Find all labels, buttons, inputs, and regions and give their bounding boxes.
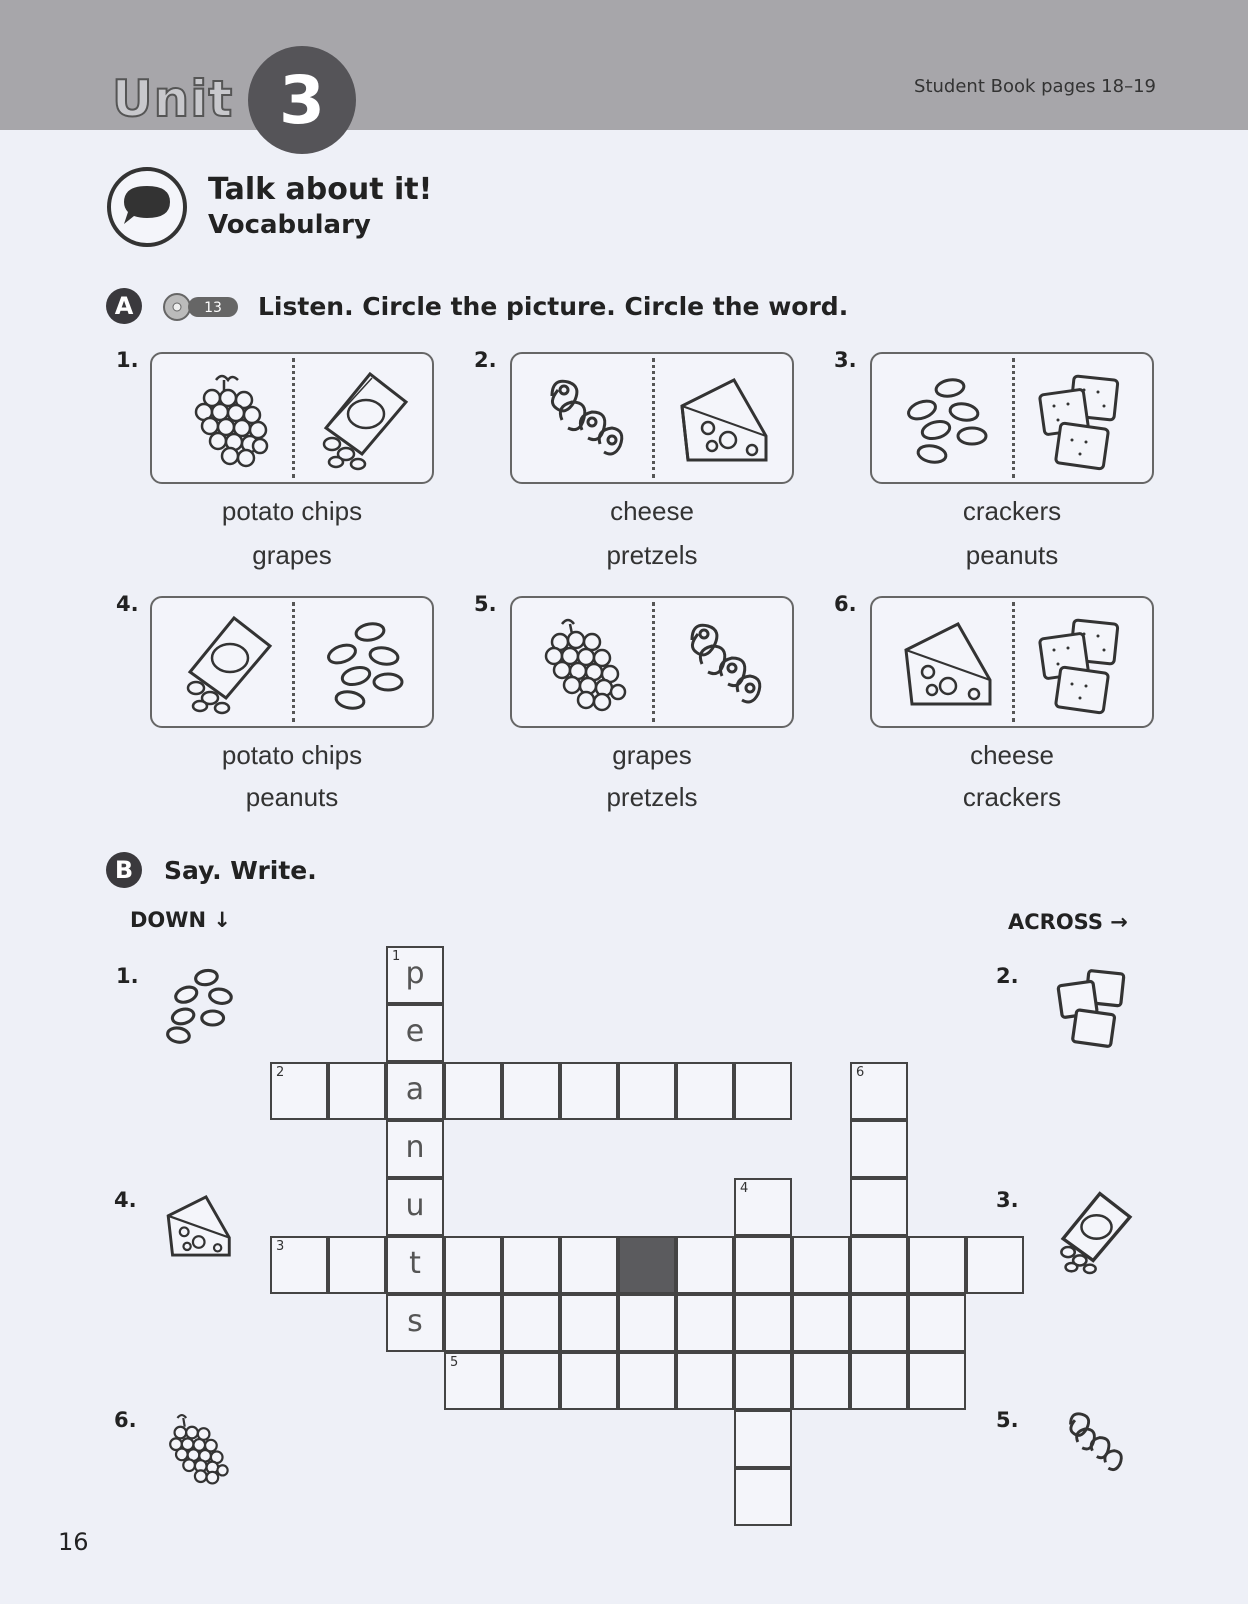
word-choice[interactable]: grapes <box>252 540 332 570</box>
crossword-cell[interactable] <box>850 1352 908 1410</box>
clue-number: 6. <box>114 1408 137 1432</box>
clue-number: 5. <box>996 1408 1019 1432</box>
crossword-cell[interactable] <box>908 1294 966 1352</box>
student-book-reference: Student Book pages 18–19 <box>914 76 1156 97</box>
crossword-cell[interactable] <box>850 1236 908 1294</box>
word-choice[interactable]: crackers <box>962 496 1062 526</box>
cheese-icon[interactable] <box>892 610 1002 718</box>
picture-box-6 <box>870 596 1154 728</box>
cheese-icon <box>158 1184 238 1268</box>
picture-box-1 <box>150 352 434 484</box>
crossword-cell[interactable] <box>444 1294 502 1352</box>
blocked-cell <box>618 1236 676 1294</box>
dotted-divider <box>1012 358 1015 478</box>
clue-index: 1 <box>392 949 401 964</box>
grapes-icon[interactable] <box>172 366 282 474</box>
crossword-cell[interactable] <box>676 1294 734 1352</box>
crossword-cell[interactable] <box>386 946 444 1004</box>
crossword-cell[interactable] <box>734 1294 792 1352</box>
down-label: DOWN ↓ <box>130 908 231 932</box>
audio-cd-icon[interactable] <box>162 292 242 322</box>
crackers-icon[interactable] <box>1028 610 1138 718</box>
crossword-cell[interactable] <box>792 1294 850 1352</box>
crossword-cell[interactable] <box>444 1352 502 1410</box>
clue-index: 5 <box>450 1355 459 1370</box>
crossword-cell[interactable] <box>328 1236 386 1294</box>
crossword-cell[interactable] <box>850 1178 908 1236</box>
pretzels-icon[interactable] <box>532 366 642 474</box>
crossword-cell[interactable] <box>792 1352 850 1410</box>
clue-number: 3. <box>996 1188 1019 1212</box>
crossword-cell[interactable] <box>908 1352 966 1410</box>
word-choice[interactable]: cheese <box>610 496 694 526</box>
word-choice[interactable]: grapes <box>612 740 692 770</box>
crossword-cell[interactable] <box>502 1062 560 1120</box>
clue-index: 4 <box>740 1181 749 1196</box>
filled-letter: p <box>405 956 425 991</box>
crossword-cell[interactable] <box>560 1236 618 1294</box>
across-label: ACROSS → <box>1008 910 1128 934</box>
filled-letter: a <box>405 1072 425 1107</box>
crossword-cell[interactable] <box>560 1294 618 1352</box>
cheese-icon[interactable] <box>668 366 778 474</box>
crossword-cell[interactable] <box>850 1062 908 1120</box>
crossword-cell[interactable] <box>850 1120 908 1178</box>
section-a-badge: A <box>106 288 142 324</box>
clue-number: 2. <box>996 964 1019 988</box>
pretzels-icon[interactable] <box>668 610 778 718</box>
dotted-divider <box>292 602 295 722</box>
crossword-cell[interactable] <box>734 1352 792 1410</box>
unit-label: Unit <box>112 70 234 128</box>
crossword-cell[interactable] <box>386 1178 444 1236</box>
word-choice[interactable]: pretzels <box>606 782 698 812</box>
dotted-divider <box>652 602 655 722</box>
crossword-cell[interactable] <box>386 1004 444 1062</box>
item-number: 2. <box>474 348 497 372</box>
word-choice[interactable]: pretzels <box>606 540 698 570</box>
word-choice[interactable]: potato chips <box>221 496 363 526</box>
item-number: 5. <box>474 592 497 616</box>
crossword-cell[interactable] <box>444 1062 502 1120</box>
crossword-cell[interactable] <box>328 1062 386 1120</box>
crossword-cell[interactable] <box>502 1294 560 1352</box>
picture-box-3 <box>870 352 1154 484</box>
item-number: 3. <box>834 348 857 372</box>
dotted-divider <box>1012 602 1015 722</box>
crossword-cell[interactable] <box>792 1236 850 1294</box>
clue-index: 2 <box>276 1065 285 1080</box>
unit-number-badge: 3 <box>248 46 356 154</box>
crossword-cell[interactable] <box>676 1062 734 1120</box>
crossword-cell[interactable] <box>270 1062 328 1120</box>
potato-chips-icon[interactable] <box>172 610 282 718</box>
word-choice[interactable]: cheese <box>970 740 1054 770</box>
crossword-cell[interactable] <box>386 1236 444 1294</box>
speech-bubble-icon <box>106 166 188 248</box>
crossword-cell[interactable] <box>676 1352 734 1410</box>
crackers-icon <box>1052 962 1140 1056</box>
crossword-cell[interactable] <box>502 1236 560 1294</box>
dotted-divider <box>652 358 655 478</box>
peanuts-icon[interactable] <box>892 366 1002 474</box>
crossword-cell[interactable] <box>270 1236 328 1294</box>
crossword-cell[interactable] <box>908 1236 966 1294</box>
crossword-cell[interactable] <box>734 1062 792 1120</box>
item-number: 1. <box>116 348 139 372</box>
crackers-icon[interactable] <box>1028 366 1138 474</box>
filled-letter: e <box>405 1014 425 1049</box>
filled-letter: s <box>407 1304 423 1339</box>
word-choice[interactable]: peanuts <box>965 540 1059 570</box>
grapes-icon[interactable] <box>532 610 642 718</box>
item-number: 6. <box>834 592 857 616</box>
pretzels-icon <box>1056 1400 1136 1484</box>
picture-box-4 <box>150 596 434 728</box>
word-choice[interactable]: peanuts <box>245 782 339 812</box>
peanuts-icon[interactable] <box>308 610 418 718</box>
section-b-badge: B <box>106 852 142 888</box>
crossword-cell[interactable] <box>618 1352 676 1410</box>
crossword-cell[interactable] <box>676 1236 734 1294</box>
potato-chips-icon <box>1048 1186 1140 1278</box>
crossword-cell[interactable] <box>618 1294 676 1352</box>
page-number: 16 <box>58 1528 89 1556</box>
filled-letter: n <box>405 1130 425 1165</box>
section-subtitle: Vocabulary <box>208 210 371 240</box>
filled-letter: u <box>405 1188 425 1223</box>
crossword-cell[interactable] <box>560 1062 618 1120</box>
peanuts-icon <box>156 962 246 1046</box>
section-b-instruction: Say. Write. <box>164 856 317 885</box>
clue-index: 3 <box>276 1239 285 1254</box>
grapes-icon <box>160 1408 240 1492</box>
crossword-cell[interactable] <box>734 1468 792 1526</box>
clue-index: 6 <box>856 1065 865 1080</box>
section-a-instruction: Listen. Circle the picture. Circle the word. <box>258 292 849 321</box>
crossword-cell[interactable] <box>386 1294 444 1352</box>
crossword-cell[interactable] <box>386 1062 444 1120</box>
crossword-cell[interactable] <box>734 1236 792 1294</box>
clue-number: 4. <box>114 1188 137 1212</box>
potato-chips-icon[interactable] <box>308 366 418 474</box>
crossword-cell[interactable] <box>850 1294 908 1352</box>
crossword-cell[interactable] <box>966 1236 1024 1294</box>
picture-box-5 <box>510 596 794 728</box>
crossword-cell[interactable] <box>734 1410 792 1468</box>
crossword-cell[interactable] <box>560 1352 618 1410</box>
section-title: Talk about it! <box>208 172 433 207</box>
clue-number: 1. <box>116 964 139 988</box>
crossword-cell[interactable] <box>734 1178 792 1236</box>
dotted-divider <box>292 358 295 478</box>
crossword-cell[interactable] <box>386 1120 444 1178</box>
filled-letter: t <box>409 1246 421 1281</box>
word-choice[interactable]: potato chips <box>221 740 363 770</box>
picture-box-2 <box>510 352 794 484</box>
item-number: 4. <box>116 592 139 616</box>
word-choice[interactable]: crackers <box>962 782 1062 812</box>
track-number: 13 <box>204 300 222 316</box>
crossword-cell[interactable] <box>618 1062 676 1120</box>
crossword-cell[interactable] <box>444 1236 502 1294</box>
crossword-cell[interactable] <box>502 1352 560 1410</box>
